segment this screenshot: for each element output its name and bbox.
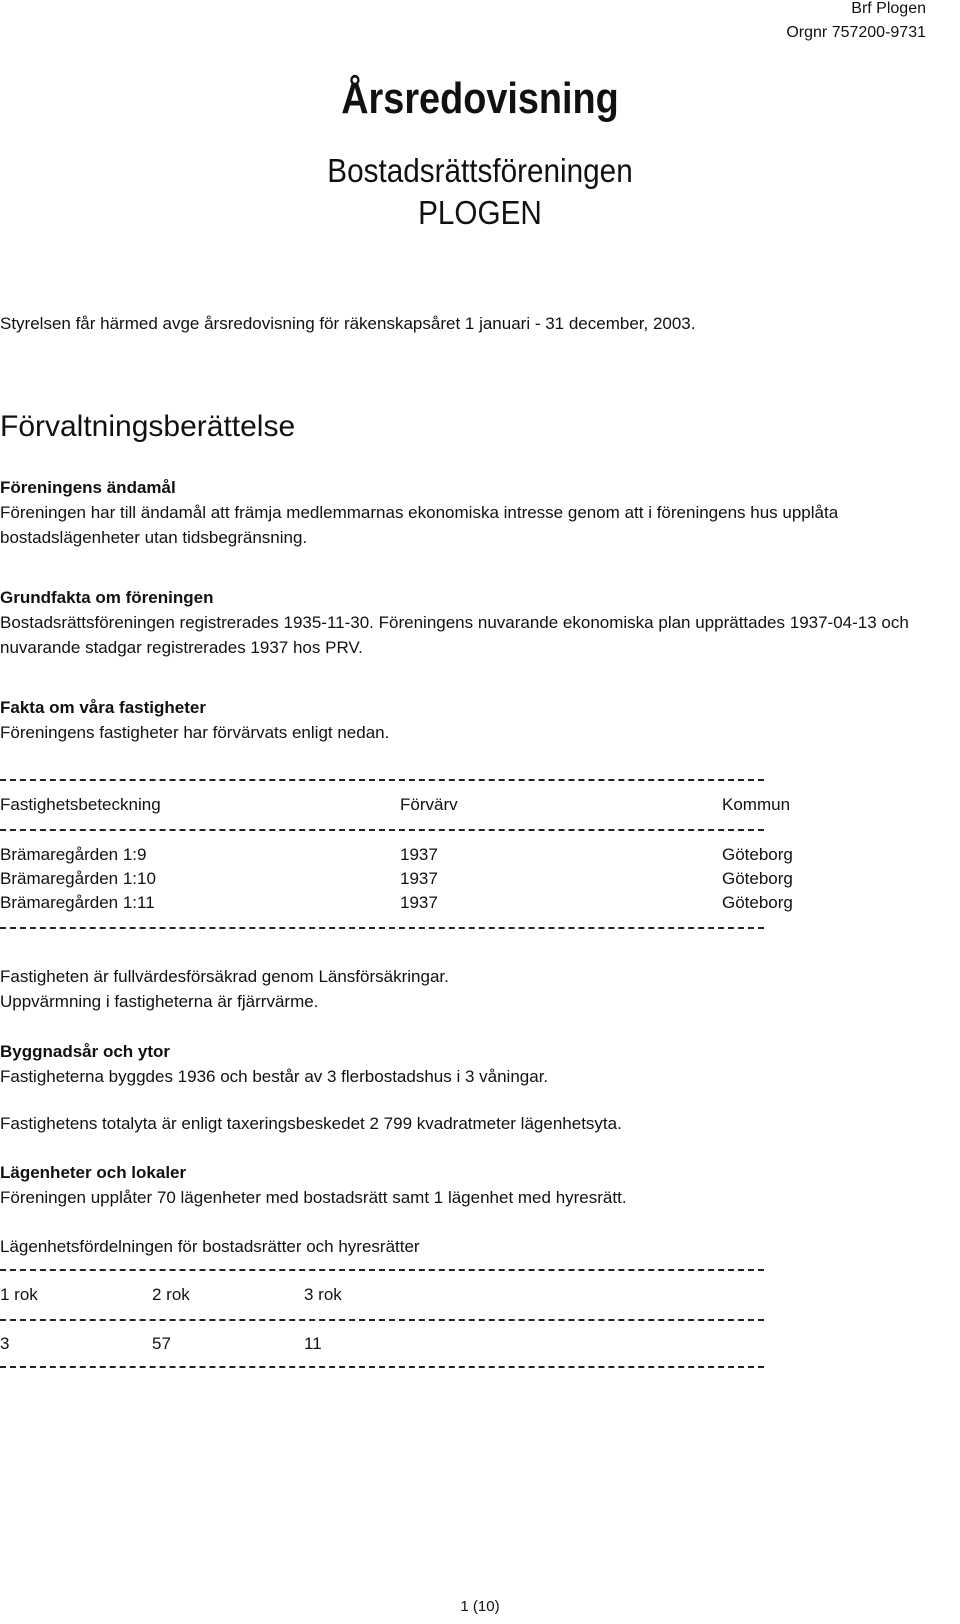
distribution-value-1rok: 3 [0,1334,10,1353]
table-row-municipality: Göteborg [722,845,793,864]
properties-text: Föreningens fastigheter har förvärvats enligt nedan. [0,723,390,742]
association-short-name: PLOGEN [418,194,542,231]
table-row: Brämaregården 1:11 [0,893,155,912]
purpose-text-1: Föreningen har till ändamål att främja medlemmarnas ekonomiska intresse genom att i föreningens hus upplåta [0,503,839,522]
distribution-label: Lägenhetsfördelningen för bostadsrätter och hyresrätter [0,1237,420,1256]
distribution-value-2rok: 57 [152,1334,171,1353]
association-name: Bostadsrättsföreningen [327,152,633,189]
intro-text: Styrelsen får härmed avge årsredovisning för räkenskapsåret 1 januari - 31 december, 2003. [0,314,696,333]
purpose-text-2: bostadslägenheter utan tidsbegränsning. [0,528,308,547]
property-col-acquisition: Förvärv [400,795,458,814]
building-text: Fastigheterna byggdes 1936 och består av 3 flerbostadshus i 3 våningar. [0,1067,549,1086]
apartments-text: Föreningen upplåter 70 lägenheter med bostadsrätt samt 1 lägenhet med hyresrätt. [0,1188,627,1207]
distribution-col-3rok: 3 rok [304,1285,342,1304]
distribution-divider-header [0,1319,764,1321]
table-divider-header [0,829,764,831]
properties-heading: Fakta om våra fastigheter [0,698,206,717]
distribution-divider-top [0,1269,764,1271]
table-row-municipality: Göteborg [722,893,793,912]
org-number: Orgnr 757200-9731 [786,24,926,41]
property-col-municipality: Kommun [722,795,791,814]
table-row: Brämaregården 1:10 [0,869,156,888]
area-text: Fastighetens totalyta är enligt taxeringsbeskedet 2 799 kvadratmeter lägenhetsyta. [0,1114,622,1133]
table-divider-top [0,779,764,781]
distribution-col-2rok: 2 rok [152,1285,190,1304]
purpose-heading: Föreningens ändamål [0,478,176,497]
table-row-year: 1937 [400,893,438,912]
insurance-text: Fastigheten är fullvärdesförsäkrad genom Länsförsäkringar. [0,967,449,986]
distribution-value-3rok: 11 [304,1334,322,1353]
basics-text-2: nuvarande stadgar registrerades 1937 hos PRV. [0,638,363,657]
apartments-heading: Lägenheter och lokaler [0,1163,187,1182]
section-title: Förvaltningsberättelse [0,410,296,443]
heating-text: Uppvärmning i fastigheterna är fjärrvärme. [0,992,319,1011]
table-row-municipality: Göteborg [722,869,793,888]
table-row-year: 1937 [400,869,438,888]
property-col-designation: Fastighetsbeteckning [0,795,161,814]
document-title: Årsredovisning [341,74,619,123]
distribution-col-1rok: 1 rok [0,1285,38,1304]
table-row: Brämaregården 1:9 [0,845,147,864]
org-name: Brf Plogen [851,0,926,17]
page-number: 1 (10) [460,1598,500,1615]
basics-text-1: Bostadsrättsföreningen registrerades 1935-11-30. Föreningens nuvarande ekonomiska plan upprättades 1937-04-13 och [0,613,909,632]
basics-heading: Grundfakta om föreningen [0,588,214,607]
table-row-year: 1937 [400,845,438,864]
table-divider-bottom [0,927,764,929]
building-heading: Byggnadsår och ytor [0,1042,171,1061]
distribution-divider-bottom [0,1366,764,1368]
